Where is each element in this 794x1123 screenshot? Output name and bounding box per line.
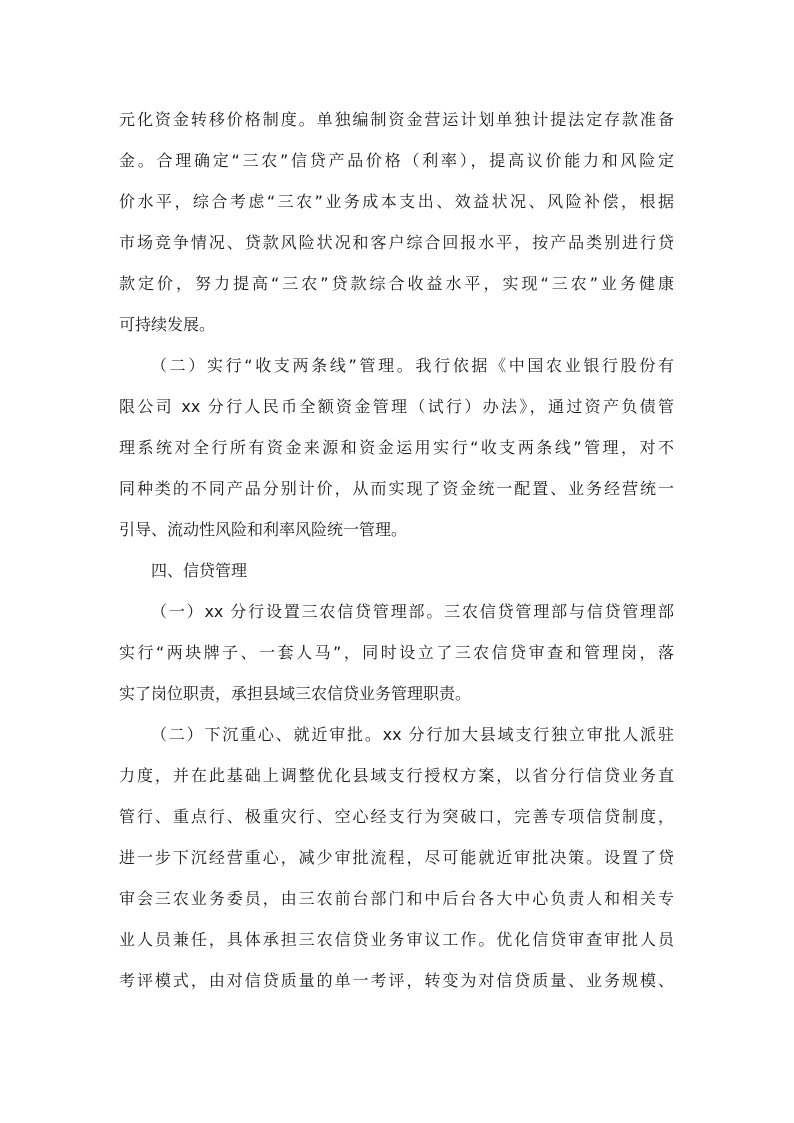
- text-line: 市场竞争情况、贷款风险状况和客户综合回报水平，按产品类别进行贷: [119, 233, 674, 252]
- text-line: 考评模式，由对信贷质量的单一考评，转变为对信贷质量、业务规模、: [119, 971, 674, 990]
- text-line: 金。合理确定“三农”信贷产品价格（利率），提高议价能力和风险定: [119, 151, 674, 170]
- text-line: 价水平，综合考虑“三农”业务成本支出、效益状况、风险补偿，根据: [119, 192, 674, 211]
- text-line: 同种类的不同产品分别计价，从而实现了资金统一配置、业务经营统一: [119, 479, 674, 498]
- text-line: （二）实行“收支两条线”管理。我行依据《中国农业银行股份有: [151, 356, 674, 375]
- paragraph-fund-transfer-pricing: [119, 99, 674, 345]
- text-line: （一）xx 分行设置三农信贷管理部。三农信贷管理部与信贷管理部: [151, 602, 674, 621]
- section-heading: 四、信贷管理: [151, 561, 248, 580]
- text-line: 审会三农业务委员，由三农前台部门和中后台各大中心负责人和相关专: [119, 889, 674, 908]
- text-line: 款定价，努力提高“三农”贷款综合收益水平，实现“三农”业务健康: [119, 274, 674, 293]
- text-line: 理系统对全行所有资金来源和资金运用实行“收支两条线”管理，对不: [119, 438, 674, 457]
- text-line: 力度，并在此基础上调整优化县域支行授权方案，以省分行信贷业务直: [119, 766, 674, 785]
- document-body: [119, 99, 674, 1001]
- text-line: 元化资金转移价格制度。单独编制资金营运计划单独计提法定存款准备: [119, 110, 674, 129]
- paragraph-local-approval: [119, 714, 674, 1001]
- text-line: 引导、流动性风险和利率风险统一管理。: [119, 520, 408, 539]
- text-line: 实行“两块牌子、一套人马”，同时设立了三农信贷审查和管理岗，落: [119, 643, 674, 662]
- section-heading-credit-management: [119, 550, 674, 591]
- text-line: 限公司 xx 分行人民币全额资金管理（试行）办法》，通过资产负债管: [119, 397, 674, 416]
- text-line: 可持续发展。: [119, 315, 216, 334]
- text-line: 业人员兼任，具体承担三农信贷业务审议工作。优化信贷审查审批人员: [119, 930, 674, 949]
- text-line: （二）下沉重心、就近审批。xx 分行加大县域支行独立审批人派驻: [151, 725, 674, 744]
- text-line: 实了岗位职责，承担县域三农信贷业务管理职责。: [119, 684, 472, 703]
- text-line: 管行、重点行、极重灾行、空心经支行为突破口，完善专项信贷制度，: [119, 807, 674, 826]
- paragraph-income-expense-lines: [119, 345, 674, 550]
- paragraph-credit-department: [119, 591, 674, 714]
- text-line: 进一步下沉经营重心，减少审批流程，尽可能就近审批决策。设置了贷: [119, 848, 674, 867]
